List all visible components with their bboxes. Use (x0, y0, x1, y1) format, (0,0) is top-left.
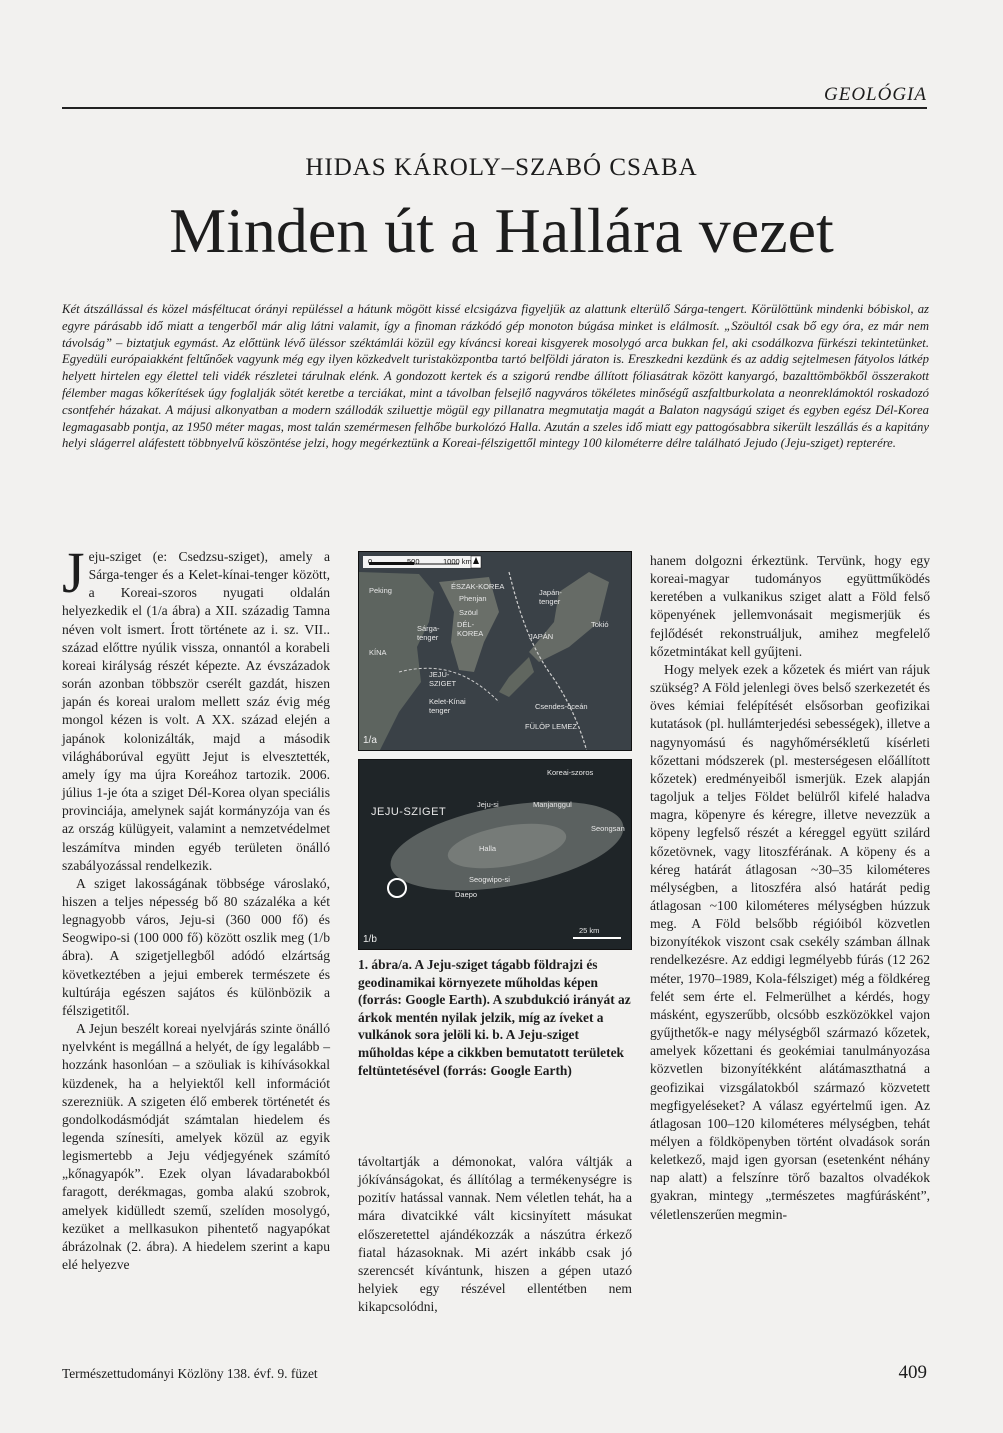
label-jeju: JEJU-SZIGET (429, 670, 457, 688)
col1-paragraph-1 (62, 540, 330, 875)
label-koreai-szoros: Koreai-szoros (547, 768, 594, 777)
label-fulop-lemez: FÜLÖP LEMEZ (525, 722, 577, 731)
figure-tag-1a: 1/a (363, 735, 377, 746)
col2-paragraph-1: távoltartják a démonokat, valóra váltják a jókívánságokat, és állítólag a termékenységre is pozitív hatással vannak. Nem véletlen tehát, ha a mára divatcikké vált kicsinyített másukat előszeretettel ajándékozzák a nászútra érkező fiatal házasoknak. Mi azért inkább csak jó szerencsét kívántunk, hiszen a gépen utazó helyiek egy részével ellentétben nem kikapcsolódni, (358, 1154, 632, 1315)
label-halla: Halla (479, 844, 497, 853)
figure-tag-1b: 1/b (363, 934, 377, 945)
scale-label-0: 0 (368, 557, 373, 566)
section-tag: GEOLÓGIA (824, 84, 927, 105)
col1-paragraph-3: A Jejun beszélt koreai nyelvjárás szinte önálló nyelvként is megállná a helyét, de így legalább – hozzánk hasonlóan – a szöuliak is kihívásokkal küzdenek, ha a helyiektől kell információt szerezniük. A szigeten élő emberek történetét és gondolkodásmódját számtalan hiedelem és legenda színesíti, amelyek közül az egyik legismertebb a Jeju védjegyének számító „kőnagyapók”. Ezek olyan lávadarabokból faragott, derékmagas, gomba alakú szobrok, amelyek kidülledt szemű, szelíden mosolygó, kezüket a mellkasukon pihentető nagyapókat ábrázolnak (2. ábra). A hiedelem szerint a kapu elé helyezve (62, 1021, 330, 1273)
label-jeju-si: Jeju-si (477, 800, 499, 809)
label-japan-tenger: Japán-tenger (539, 588, 562, 606)
col1-paragraph-2: A sziget lakosságának többsége városlakó, hiszen a teljes népesség bő 80 százaléka a két legnagyobb város, Jeju-si (360 000 fő) és Seogwipo-si (100 000 fő) között oszlik meg (1/b ábra). A szigetjellegből adódó elzártság következtében a jejui emberek természete és kultúrája egészen sajátos és különbözik a félszigetitől. (62, 875, 330, 1018)
label-kina: KÍNA (369, 648, 387, 657)
label-seogwipo: Seogwipo-si (469, 875, 510, 884)
label-japan: JAPÁN (529, 632, 554, 641)
label-peking: Peking (369, 586, 392, 595)
column-2 (358, 1153, 632, 1316)
label-tokio: Tokió (591, 620, 609, 629)
drop-cap: J (62, 540, 85, 605)
label-daepo: Daepo (455, 890, 478, 899)
col3-paragraph-1: hanem dolgozni érkeztünk. Tervünk, hogy egy koreai-magyar tudományos együttműködés keretében a vulkanikus sziget alatt a Föld felső köpenyének jellemvonásait megismerjük és fejlődését rekonstruáljuk, amihez megfelelő kőzetmintákat kell gyűjteni. (650, 553, 930, 659)
label-phenjan: Phenjan (459, 594, 487, 603)
scale-label-500: 500 (407, 557, 420, 566)
label-scale-25km: 25 km (579, 926, 600, 935)
figure-1a-map (358, 551, 632, 751)
figure-1b-map (358, 759, 632, 950)
lead-paragraph: Két átszállással és közel másféltucat órányi repüléssel a hátunk mögött kissé elcsigázva figyeljük az alattunk elterülő Sárga-tengert. Körülöttünk mindenki bóbiskol, az egyre párásabb idő miatt a tengerből már alig látni valamit, így a finoman rázkódó gép monoton búgása minket is elálmosít. „Szöultól csak bő egy óra, ez már nem távolság” – biztatjuk egymást. Az előttünk lévő üléssor széktámlái közül egy kíváncsi koreai kisgyerek mosolygó arca bukkan fel, aki csodálkozva fürkészi tekintetünket. Egyedüli európaiakként feltűnőek vagyunk még egy ilyen közkedvelt turistaközpontba tartó belföldi járaton is. Ereszkedni kezdünk és az addig sejtelmesen fátyolos látkép helyett hirtelen egy élettel teli vidék részletei tárulnak elénk. A gondozott kertek és a szigorú rendbe állított fóliasátrak között kanyargó, bazalttömbökből összerakott félember magas kőkerítések úgy foglalják sötét keretbe a terciákat, mint a távolban felsejlő nagyváros tökéletes minőségű aszfaltburkolata a neonreklámoktól roskadozó csontfehér házakat. A májusi alkonyatban a modern szállodák sziluettje mögül egy pillanatra megmutatja magát a Balaton nagyságú sziget és egyben egész Dél-Korea legmagasabb pontja, az 1950 méter magas, most talán szemérmesen felhőbe burkolózó Halla. Azután a szeles idő miatt egy pattogósabbra sikerült leszállás és a kapitány helyi slágerrel aláfestett többnyelvű köszöntése jelzi, hogy megérkeztünk a Koreai-félszigettől mintegy 100 kilométerre délre található Jejudo (Jeju-sziget) repterére. (62, 302, 929, 451)
column-3 (650, 552, 930, 1224)
map-1b-graphic (359, 760, 632, 950)
label-seongsan: Seongsan (591, 824, 625, 833)
column-1 (62, 540, 330, 1274)
scale-label-1000: 1000 km (443, 557, 472, 566)
page-number: 409 (898, 1362, 927, 1383)
col3-paragraph-2: Hogy melyek ezek a kőzetek és miért van rájuk szükség? A Föld jelenlegi öves belső szerkezetét és öves kémiai felépítését elsősorban geofizikai kutatások (pl. hullámterjedési sebességek), illetve a nagynyomású és nagyhőmérsékletű kísérleti kőzettani módszerek (pl. mesterségesen előállított kőzetek) eredményeiből ismerjük. Ezek alapján tagoljuk a teljes Földet belülről kifelé haladva magra, köpenyre és kéregre, illetve nevezzük a köpeny legfelső részét a kéreggel együtt szilárd kőzetövnek, vagy litoszférának. A köpeny és a kéreg határát átlagosan ~30–35 kilométeres mélységben, a litoszféra alsó határát pedig átlagosan ~100 kilométeres mélységben húzzuk meg. A Föld belsőbb régióiból közvetlen bizonyítékok viszont csak csekély számban állnak rendelkezésre. Az eddigi legmélyebb fúrás (12 262 méter, 1970–1989, Kola-félsziget) még a földkéreg felét sem érte el. Felmerülhet a kérdés, hogy másként, egyszerűbb, olcsóbb eszközökkel vajon gyűjthetők-e nagy mélységből származó kőzetek, amelyek kőzettani és geokémiai tanulmányozása közvetlen bizonyítékként alátámaszthatná a geofizikai vizsgálatokból származó közvetett megfigyeléseket? A válasz egyértelmű igen. Az átlagosan 100–120 kilométeres mélységben, tehát mélyen a földköpenyben történt olvadások során keletkező, majd igen gyorsan (esetenként néhány nap alatt) a felszínre törő bazaltos olvadékok gyakran, mintegy „természetes magfúrásként”, véletlenszerűen megmin- (650, 661, 930, 1222)
label-sarga-tenger: Sárga-tenger (417, 624, 440, 642)
label-eszak-korea: ÉSZAK-KOREA (451, 582, 505, 591)
label-csendes-ocean: Csendes-óceán (535, 702, 588, 711)
col1-p1-text: eju-sziget (e: Csedzsu-sziget), amely a Sárga-tenger és a Kelet-kínai-tenger között, a Koreai-szoros nyugati oldalán helyezkedik el (1/a ábra) a XII. századig Tamna néven volt ismert. Írott története az i. sz. VII.. század előttre nyúlik vissza, onnantól a korabeli koreai királyság részét képezte. Az évszázadok során azonban többször cserélt gazdát, hiszen japán és koreai uralom mellett száz évig még mongol kézen is volt. A XX. század elején a japánok kolonizálták, majd a második világháborúval együtt Jejut is elvesztették, amely így ma újra Koreához tartozik. 2006. július 1-je óta a sziget Dél-Korea olyan speciális provinciája, amelynek saját kormányzója van és az ország külügyeit, valamint a nemzetvédelmet leszámítva minden egyéb területen önálló szabályozással rendelkezik. (62, 549, 330, 873)
article-authors: HIDAS KÁROLY–SZABÓ CSABA (305, 154, 698, 181)
label-island: JEJU-SZIGET (371, 806, 447, 818)
label-szoul: Szöul (459, 608, 478, 617)
label-manjanggul: Manjanggul (533, 800, 572, 809)
header-rule (62, 107, 927, 109)
article-title: Minden út a Hallára vezet (169, 195, 834, 266)
figure-caption: 1. ábra/a. A Jeju-sziget tágabb földrajzi és geodinamikai környezete műholdas képen (forrás: Google Earth). A szubdukció irányát az árkok mentén nyilak jelzik, míg az íveket a vulkánok sora jelöli ki. b. A Jeju-sziget műholdas képe a cikkben bemutatott területek feltüntetésével (forrás: Google Earth) (358, 957, 631, 1078)
label-del-korea: DÉL-KOREA (457, 620, 484, 638)
journal-footer: Természettudományi Közlöny 138. évf. 9. füzet (62, 1366, 318, 1381)
label-kelet-kinai: Kelet-Kínai tenger (429, 697, 466, 715)
